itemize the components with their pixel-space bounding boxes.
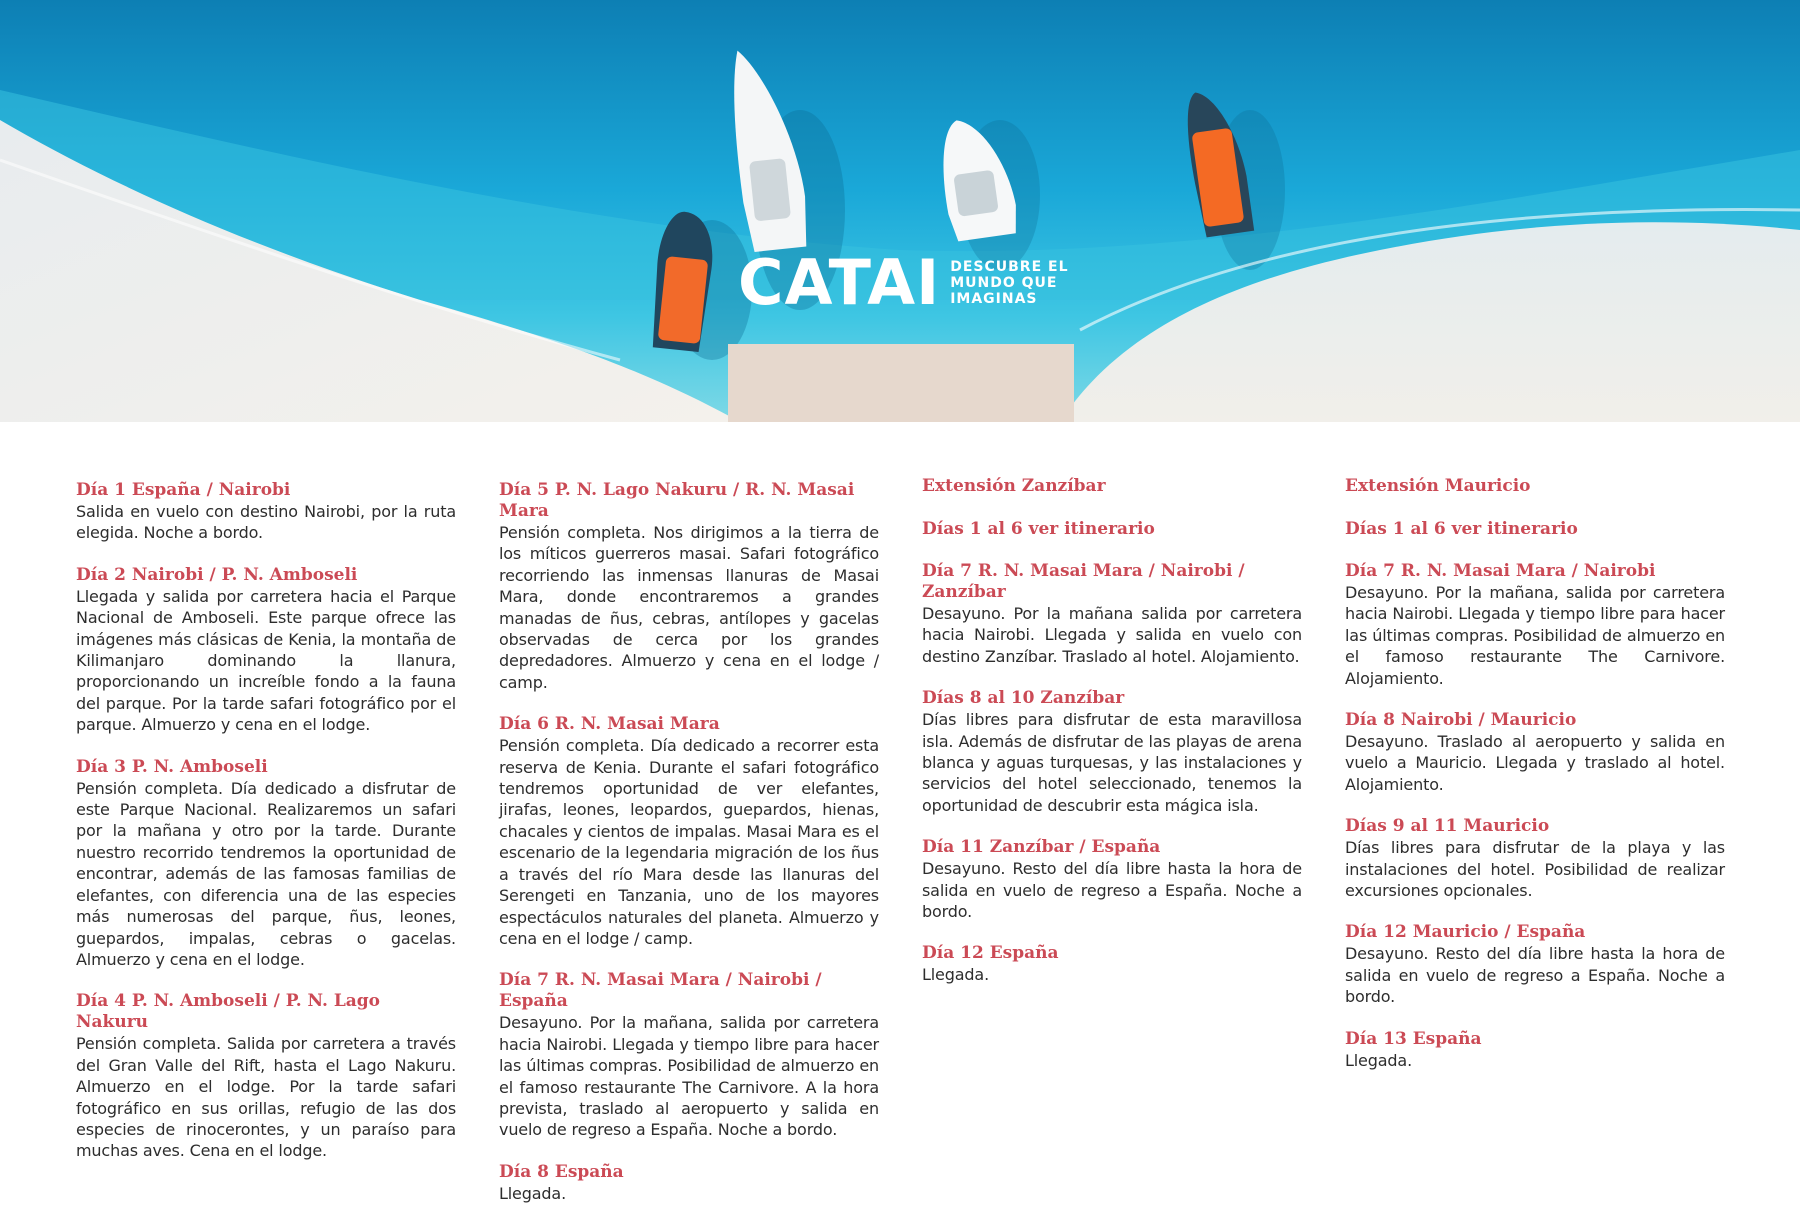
day-title: Días 1 al 6 ver itinerario xyxy=(922,519,1155,539)
day-title: Días 9 al 11 Mauricio xyxy=(1345,816,1550,837)
day-text: Pensión completa. Nos dirigimos a la tierra de los míticos guerreros masai. Safari fotográfico recorriendo las inmensas llanuras de Masai Mara, donde encontraremos a grandes manadas de ñus, cebras, antílopes y gacelas observadas de cerca por los grandes depredadores. Almuerzo y cena en el lodge / camp. xyxy=(499,523,879,692)
itinerary-column-2 xyxy=(499,480,879,1225)
day-title: Día 1 España / Nairobi xyxy=(76,480,291,500)
day-block xyxy=(76,565,456,736)
day-title: Día 5 P. N. Lago Nakuru / R. N. Masai Mara xyxy=(499,480,855,521)
logo-wordmark: CATAI xyxy=(738,246,941,319)
extension-title: Extensión Zanzíbar xyxy=(922,476,1106,496)
day-title: Día 12 España xyxy=(922,943,1059,964)
day-block xyxy=(1345,816,1725,901)
day-title: Día 8 Nairobi / Mauricio xyxy=(1345,710,1577,731)
day-text: Pensión completa. Salida por carretera a través del Gran Valle del Rift, hasta el Lago Nakuru. Almuerzo en el lodge. Por la tarde safari fotográfico en sus orillas, refugio de las dos especies de rinocerontes, y un paraíso para muchas aves. Cena en el lodge. xyxy=(76,1034,456,1161)
day-title: Día 13 España xyxy=(1345,1028,1482,1049)
day-title: Día 6 R. N. Masai Mara xyxy=(499,714,720,735)
logo-tagline xyxy=(950,259,1068,307)
tagline-line: IMAGINAS xyxy=(950,291,1038,307)
day-title: Día 12 Mauricio / España xyxy=(1345,922,1586,943)
day-text: Días libres para disfrutar de la playa y las instalaciones del hotel. Posibilidad de realizar excursiones opcionales. xyxy=(1345,838,1725,901)
day-text: Desayuno. Por la mañana, salida por carretera hacia Nairobi. Llegada y tiempo libre para hacer las últimas compras. Posibilidad de almuerzo en el famoso restaurante The Carnivore. A la hora prevista, traslado al aeropuerto y salida en vuelo de regreso a España. Noche a bordo. xyxy=(499,1013,879,1140)
day-block xyxy=(922,519,1302,540)
day-block xyxy=(499,970,879,1140)
sand-tab xyxy=(728,344,1074,422)
tagline-line: MUNDO QUE xyxy=(950,275,1058,291)
day-title: Día 8 España xyxy=(499,1161,624,1182)
day-text: Desayuno. Resto del día libre hasta la hora de salida en vuelo de regreso a España. Noche a bordo. xyxy=(922,859,1302,922)
catai-logo xyxy=(738,248,1069,318)
day-title: Día 2 Nairobi / P. N. Amboseli xyxy=(76,564,358,585)
day-block xyxy=(922,688,1302,816)
day-block xyxy=(1345,710,1725,795)
day-text: Pensión completa. Día dedicado a disfrutar de este Parque Nacional. Realizaremos un safari por la mañana y otro por la tarde. Durante nuestro recorrido tendremos la oportunidad de encontrar, además de las famosas familias de elefantes, con diferencia una de las especies más numerosas del parque, ñus, leones, guepardos, impalas, cebras o gacelas. Almuerzo y cena en el lodge. xyxy=(76,778,456,969)
day-block xyxy=(499,714,879,949)
day-block xyxy=(499,1162,879,1204)
day-title: Día 4 P. N. Amboseli / P. N. Lago Nakuru xyxy=(76,991,381,1033)
itinerary-column-4 xyxy=(1345,476,1725,1092)
tagline-line: DESCUBRE EL xyxy=(950,259,1069,275)
day-text: Desayuno. Por la mañana salida por carretera hacia Nairobi. Llegada y salida en vuelo con destino Zanzíbar. Traslado al hotel. Alojamiento. xyxy=(922,604,1302,666)
itinerary-column-3 xyxy=(922,476,1302,1007)
itinerary-column-1 xyxy=(76,480,456,1183)
day-title: Día 7 R. N. Masai Mara / Nairobi xyxy=(1345,561,1656,581)
day-text: Desayuno. Por la mañana, salida por carretera hacia Nairobi. Llegada y tiempo libre para hacer las últimas compras. Posibilidad de almuerzo en el famoso restaurante The Carnivore. Alojamiento. xyxy=(1345,583,1725,688)
day-block xyxy=(499,480,879,693)
day-text: Llegada. xyxy=(1345,1050,1413,1070)
day-block xyxy=(922,561,1302,667)
day-title: Días 1 al 6 ver itinerario xyxy=(1345,519,1578,539)
day-title: Día 7 R. N. Masai Mara / Nairobi / España xyxy=(499,970,822,1012)
day-text: Llegada. xyxy=(922,965,990,985)
day-block xyxy=(922,837,1302,922)
day-block xyxy=(76,480,456,544)
day-block xyxy=(76,757,456,971)
day-text: Desayuno. Resto del día libre hasta la hora de salida en vuelo de regreso a España. Noche a bordo. xyxy=(1345,944,1725,1007)
day-block xyxy=(76,991,456,1161)
day-text: Desayuno. Traslado al aeropuerto y salida en vuelo a Mauricio. Llegada y traslado al hotel. Alojamiento. xyxy=(1345,732,1725,794)
hero-photo xyxy=(0,0,1800,422)
day-block xyxy=(1345,1029,1725,1071)
day-text: Días libres para disfrutar de esta maravillosa isla. Además de disfrutar de las playas de arena blanca y aguas turquesas, y las instalaciones y servicios del hotel seleccionado, tenemos la oportunidad de descubrir esta mágica isla. xyxy=(922,710,1302,815)
day-text: Llegada y salida por carretera hacia el Parque Nacional de Amboseli. Este parque ofrece las imágenes más clásicas de Kenia, la montaña de Kilimanjaro dominando la llanura, proporcionando un increíble fondo a la fauna del parque. Por la tarde safari fotográfico por el parque. Almuerzo y cena en el lodge. xyxy=(76,586,456,735)
day-block xyxy=(922,943,1302,985)
day-block xyxy=(1345,561,1725,689)
day-text: Salida en vuelo con destino Nairobi, por la ruta elegida. Noche a bordo. xyxy=(76,502,456,543)
day-title: Días 8 al 10 Zanzíbar xyxy=(922,688,1125,709)
day-title: Día 3 P. N. Amboseli xyxy=(76,756,268,777)
day-text: Pensión completa. Día dedicado a recorrer esta reserva de Kenia. Durante el safari fotográfico tendremos oportunidad de ver elefantes, jirafas, leones, leopardos, guepardos, hienas, chacales y cientos de impalas. Masai Mara es el escenario de la legendaria migración de los ñus a través del río Mara desde las llanuras del Serengeti en Tanzania, uno de los mayores espectáculos naturales del planeta. Almuerzo y cena en el lodge / camp. xyxy=(499,736,879,948)
day-block xyxy=(1345,922,1725,1007)
extension-title: Extensión Mauricio xyxy=(1345,476,1531,496)
day-text: Llegada. xyxy=(499,1183,567,1203)
day-title: Día 7 R. N. Masai Mara / Nairobi / Zanzíbar xyxy=(922,561,1245,602)
day-block xyxy=(1345,519,1725,540)
day-title: Día 11 Zanzíbar / España xyxy=(922,837,1161,858)
